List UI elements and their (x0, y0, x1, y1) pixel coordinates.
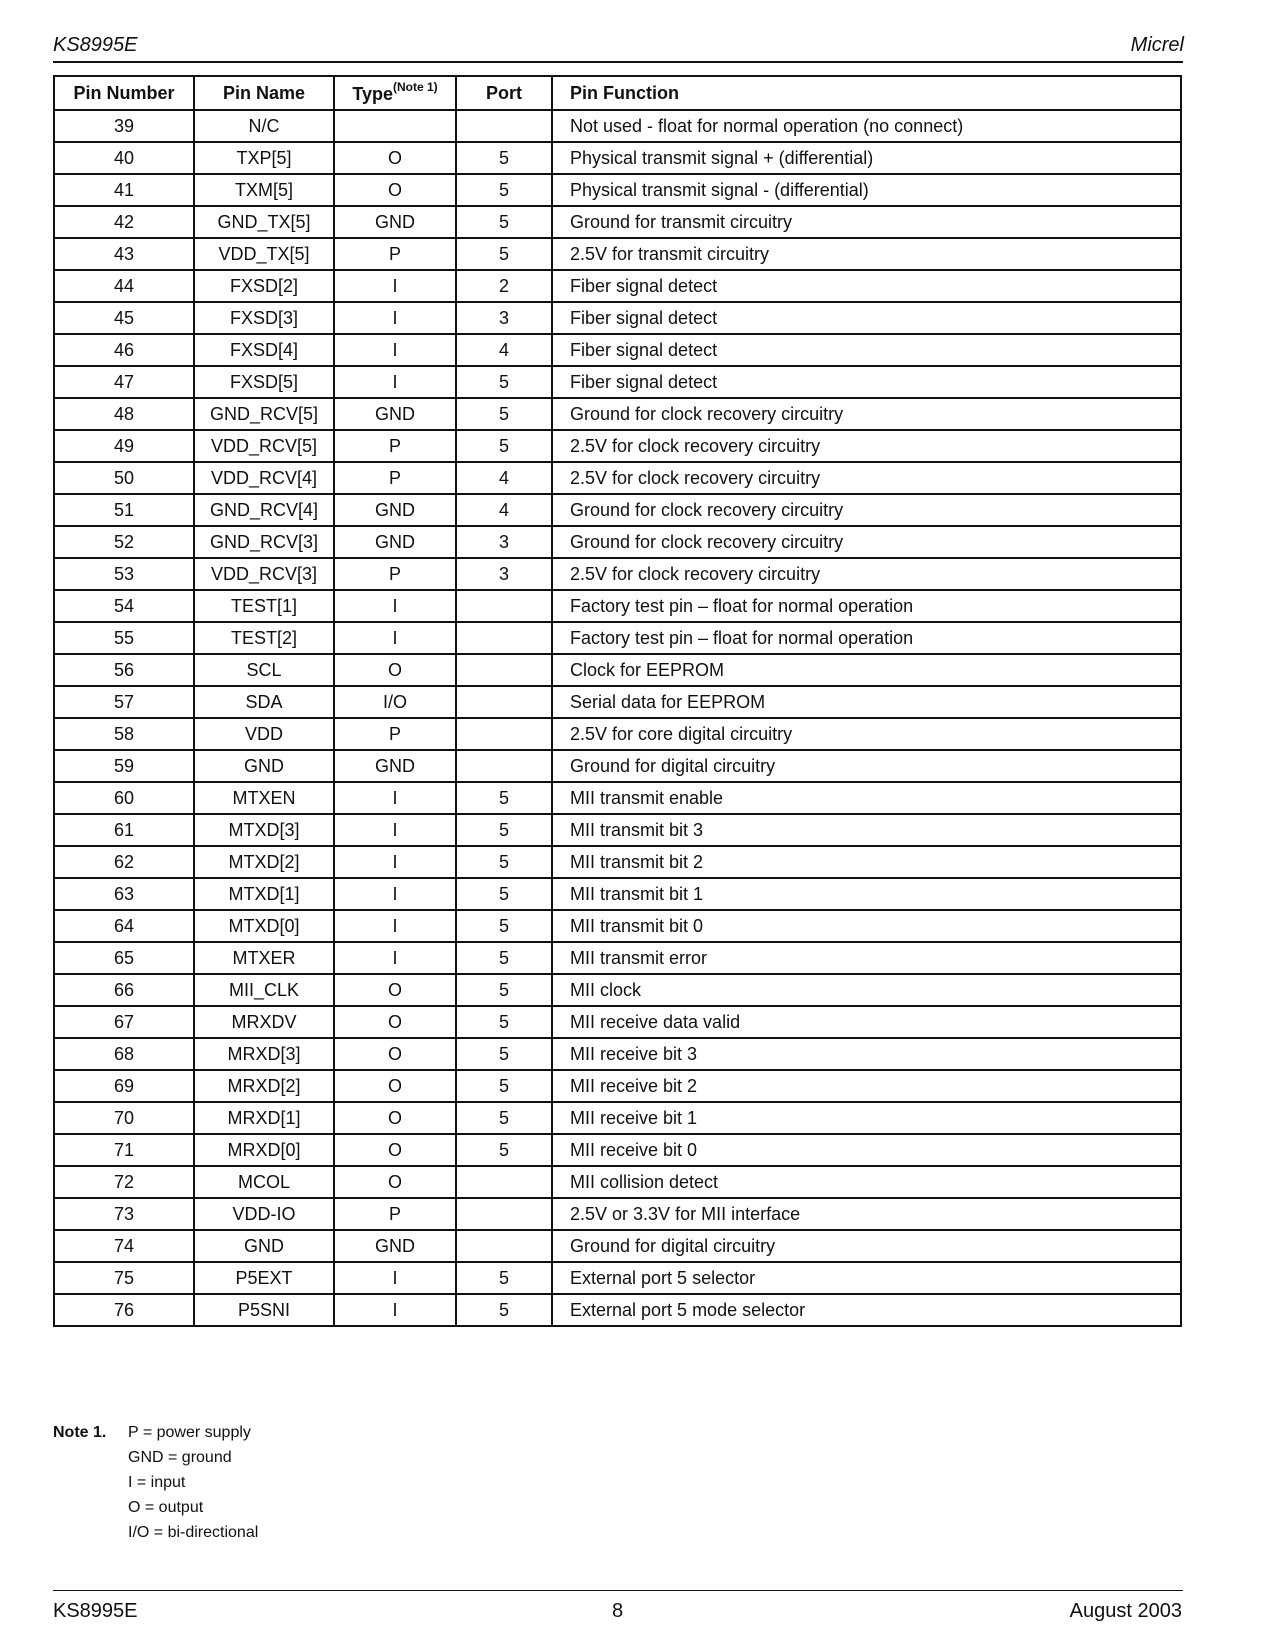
pin-port-cell: 5 (456, 366, 552, 398)
table-row (54, 1262, 1181, 1294)
pin-function-cell: MII transmit bit 0 (552, 910, 1181, 942)
pin-function-cell: MII transmit enable (552, 782, 1181, 814)
pin-number-cell: 49 (54, 430, 194, 462)
pin-type-cell: I (334, 334, 456, 366)
pin-type-cell: GND (334, 494, 456, 526)
pin-name-cell: MRXD[2] (194, 1070, 334, 1102)
pin-name-cell: TXP[5] (194, 142, 334, 174)
pin-port-cell (456, 718, 552, 750)
table-row (54, 1070, 1181, 1102)
table-row (54, 686, 1181, 718)
pin-number-cell: 62 (54, 846, 194, 878)
footer-doc-id: KS8995E (53, 1600, 138, 1622)
pin-port-cell: 5 (456, 1070, 552, 1102)
pin-number-cell: 59 (54, 750, 194, 782)
pin-name-cell: MTXER (194, 942, 334, 974)
pin-function-cell: Physical transmit signal - (differential) (552, 174, 1181, 206)
pin-port-cell: 4 (456, 462, 552, 494)
pin-port-cell: 5 (456, 910, 552, 942)
pin-number-cell: 52 (54, 526, 194, 558)
pin-type-cell: O (334, 1038, 456, 1070)
pin-number-cell: 64 (54, 910, 194, 942)
pin-port-cell: 5 (456, 1038, 552, 1070)
pin-function-cell: MII receive bit 1 (552, 1102, 1181, 1134)
pin-port-cell: 5 (456, 942, 552, 974)
pin-type-cell: O (334, 1070, 456, 1102)
pin-type-cell: GND (334, 398, 456, 430)
pin-number-cell: 63 (54, 878, 194, 910)
pin-type-cell: O (334, 174, 456, 206)
table-row (54, 942, 1181, 974)
table-row (54, 814, 1181, 846)
pin-name-cell: GND_TX[5] (194, 206, 334, 238)
pin-port-cell: 5 (456, 878, 552, 910)
pin-function-cell: MII clock (552, 974, 1181, 1006)
pin-type-cell: GND (334, 206, 456, 238)
pin-port-cell: 2 (456, 270, 552, 302)
pin-name-cell: MTXEN (194, 782, 334, 814)
pin-name-cell: N/C (194, 110, 334, 142)
pin-type-cell: O (334, 1006, 456, 1038)
table-row (54, 462, 1181, 494)
note-line: GND = ground (128, 1449, 232, 1466)
pin-number-cell: 44 (54, 270, 194, 302)
pin-number-cell: 57 (54, 686, 194, 718)
table-row (54, 590, 1181, 622)
pin-function-cell: MII collision detect (552, 1166, 1181, 1198)
table-header-row (54, 76, 1181, 110)
pin-function-cell: MII transmit error (552, 942, 1181, 974)
pin-number-cell: 53 (54, 558, 194, 590)
pin-port-cell: 5 (456, 430, 552, 462)
col-pin-name: Pin Name (194, 76, 334, 110)
pin-type-cell (334, 110, 456, 142)
pin-function-cell: Physical transmit signal + (differential) (552, 142, 1181, 174)
col-type (334, 76, 456, 110)
pin-name-cell: MII_CLK (194, 974, 334, 1006)
pin-port-cell: 3 (456, 558, 552, 590)
pin-port-cell (456, 686, 552, 718)
pin-port-cell (456, 1230, 552, 1262)
pin-number-cell: 48 (54, 398, 194, 430)
col-pin-number: Pin Number (54, 76, 194, 110)
table-row (54, 270, 1181, 302)
pin-name-cell: FXSD[4] (194, 334, 334, 366)
pin-port-cell: 3 (456, 302, 552, 334)
pin-number-cell: 50 (54, 462, 194, 494)
pin-type-cell: I (334, 270, 456, 302)
pin-number-cell: 76 (54, 1294, 194, 1326)
pin-port-cell: 5 (456, 142, 552, 174)
table-row (54, 366, 1181, 398)
pin-port-cell: 5 (456, 846, 552, 878)
header-rule (53, 61, 1183, 63)
pin-type-cell: I (334, 814, 456, 846)
note-line: O = output (128, 1499, 204, 1516)
pin-name-cell: GND_RCV[5] (194, 398, 334, 430)
pin-name-cell: MCOL (194, 1166, 334, 1198)
pin-name-cell: GND_RCV[4] (194, 494, 334, 526)
pin-name-cell: MRXDV (194, 1006, 334, 1038)
pin-number-cell: 58 (54, 718, 194, 750)
pin-port-cell (456, 1198, 552, 1230)
pin-port-cell (456, 1166, 552, 1198)
note-label: Note 1. (53, 1424, 107, 1441)
pin-function-cell: Fiber signal detect (552, 302, 1181, 334)
pin-function-cell: MII receive bit 3 (552, 1038, 1181, 1070)
pin-type-cell: O (334, 1102, 456, 1134)
pin-number-cell: 43 (54, 238, 194, 270)
pin-function-cell: Serial data for EEPROM (552, 686, 1181, 718)
pin-number-cell: 71 (54, 1134, 194, 1166)
pin-function-cell: Fiber signal detect (552, 334, 1181, 366)
pin-port-cell: 5 (456, 174, 552, 206)
table-row (54, 526, 1181, 558)
pin-number-cell: 40 (54, 142, 194, 174)
pin-name-cell: MTXD[0] (194, 910, 334, 942)
pin-type-cell: GND (334, 750, 456, 782)
pin-name-cell: GND (194, 1230, 334, 1262)
pin-name-cell: VDD_RCV[5] (194, 430, 334, 462)
pin-type-cell: P (334, 462, 456, 494)
pin-name-cell: FXSD[3] (194, 302, 334, 334)
pin-name-cell: MRXD[0] (194, 1134, 334, 1166)
col-port: Port (456, 76, 552, 110)
note-lines (128, 1420, 428, 1545)
pin-type-cell: I (334, 782, 456, 814)
table-row (54, 718, 1181, 750)
table-row (54, 1006, 1181, 1038)
pin-function-cell: 2.5V for clock recovery circuitry (552, 430, 1181, 462)
col-type-label: Type (352, 83, 393, 104)
pin-function-cell: Ground for clock recovery circuitry (552, 398, 1181, 430)
pin-name-cell: FXSD[2] (194, 270, 334, 302)
pin-name-cell: MTXD[3] (194, 814, 334, 846)
table-row (54, 654, 1181, 686)
pin-port-cell: 5 (456, 1262, 552, 1294)
table-row (54, 558, 1181, 590)
pin-number-cell: 67 (54, 1006, 194, 1038)
pin-name-cell: MRXD[3] (194, 1038, 334, 1070)
table-row (54, 174, 1181, 206)
table-row (54, 750, 1181, 782)
pin-number-cell: 72 (54, 1166, 194, 1198)
table-row (54, 782, 1181, 814)
table-row (54, 1198, 1181, 1230)
pin-type-cell: I (334, 878, 456, 910)
pin-type-cell: I (334, 942, 456, 974)
footer-date: August 2003 (1069, 1600, 1182, 1622)
pin-type-cell: GND (334, 1230, 456, 1262)
pin-name-cell: GND_RCV[3] (194, 526, 334, 558)
pin-number-cell: 75 (54, 1262, 194, 1294)
pin-type-cell: P (334, 1198, 456, 1230)
pin-port-cell: 5 (456, 206, 552, 238)
pin-number-cell: 45 (54, 302, 194, 334)
pin-type-cell: I (334, 622, 456, 654)
table-row (54, 1038, 1181, 1070)
pin-name-cell: FXSD[5] (194, 366, 334, 398)
pin-name-cell: TEST[2] (194, 622, 334, 654)
pin-function-cell: External port 5 selector (552, 1262, 1181, 1294)
pin-function-cell: Factory test pin – float for normal operation (552, 590, 1181, 622)
table-row (54, 1102, 1181, 1134)
note-line: I = input (128, 1474, 186, 1491)
footer-rule (53, 1590, 1183, 1591)
table-row (54, 622, 1181, 654)
table-row (54, 1230, 1181, 1262)
pin-type-cell: O (334, 1166, 456, 1198)
pin-type-cell: I (334, 302, 456, 334)
pin-function-cell: 2.5V or 3.3V for MII interface (552, 1198, 1181, 1230)
pin-name-cell: VDD (194, 718, 334, 750)
pin-name-cell: MRXD[1] (194, 1102, 334, 1134)
pin-port-cell (456, 750, 552, 782)
pin-function-cell: Fiber signal detect (552, 270, 1181, 302)
pin-type-cell: O (334, 1134, 456, 1166)
pin-number-cell: 56 (54, 654, 194, 686)
pin-name-cell: VDD-IO (194, 1198, 334, 1230)
pin-number-cell: 74 (54, 1230, 194, 1262)
pin-number-cell: 39 (54, 110, 194, 142)
pin-number-cell: 51 (54, 494, 194, 526)
table-row (54, 206, 1181, 238)
col-pin-function: Pin Function (552, 76, 1181, 110)
pin-name-cell: MTXD[2] (194, 846, 334, 878)
pin-port-cell: 5 (456, 238, 552, 270)
pin-number-cell: 47 (54, 366, 194, 398)
note-line: P = power supply (128, 1424, 251, 1441)
pin-type-cell: P (334, 430, 456, 462)
pin-number-cell: 73 (54, 1198, 194, 1230)
pin-number-cell: 70 (54, 1102, 194, 1134)
pin-number-cell: 41 (54, 174, 194, 206)
header-company: Micrel (1130, 34, 1184, 56)
pin-number-cell: 61 (54, 814, 194, 846)
pin-number-cell: 46 (54, 334, 194, 366)
pin-type-cell: P (334, 558, 456, 590)
pin-name-cell: SDA (194, 686, 334, 718)
pin-type-cell: I (334, 910, 456, 942)
pin-port-cell: 5 (456, 974, 552, 1006)
pin-number-cell: 65 (54, 942, 194, 974)
pin-function-cell: 2.5V for transmit circuitry (552, 238, 1181, 270)
pin-port-cell: 5 (456, 814, 552, 846)
pin-port-cell: 5 (456, 1102, 552, 1134)
pin-name-cell: P5EXT (194, 1262, 334, 1294)
pin-type-cell: P (334, 238, 456, 270)
pin-type-cell: I (334, 1262, 456, 1294)
footer-page-number: 8 (611, 1600, 624, 1622)
pin-type-cell: I/O (334, 686, 456, 718)
pin-function-cell: 2.5V for clock recovery circuitry (552, 558, 1181, 590)
table-row (54, 430, 1181, 462)
pin-name-cell: VDD_RCV[4] (194, 462, 334, 494)
table-row (54, 142, 1181, 174)
pin-number-cell: 68 (54, 1038, 194, 1070)
pin-port-cell: 5 (456, 782, 552, 814)
pin-name-cell: P5SNI (194, 1294, 334, 1326)
pin-type-cell: I (334, 1294, 456, 1326)
pin-function-cell: Ground for transmit circuitry (552, 206, 1181, 238)
pin-function-cell: MII receive bit 0 (552, 1134, 1181, 1166)
table-row (54, 334, 1181, 366)
table-row (54, 878, 1181, 910)
pin-function-cell: 2.5V for core digital circuitry (552, 718, 1181, 750)
pin-port-cell (456, 590, 552, 622)
table-row (54, 1294, 1181, 1326)
table-row (54, 398, 1181, 430)
table-row (54, 846, 1181, 878)
pin-port-cell: 4 (456, 334, 552, 366)
header-doc-id: KS8995E (53, 34, 138, 56)
pin-function-cell: Ground for clock recovery circuitry (552, 494, 1181, 526)
pin-number-cell: 42 (54, 206, 194, 238)
pin-name-cell: TEST[1] (194, 590, 334, 622)
pin-name-cell: GND (194, 750, 334, 782)
pin-function-cell: MII transmit bit 3 (552, 814, 1181, 846)
note-line: I/O = bi-directional (128, 1524, 259, 1541)
pin-number-cell: 66 (54, 974, 194, 1006)
pin-number-cell: 69 (54, 1070, 194, 1102)
pin-number-cell: 54 (54, 590, 194, 622)
pin-port-cell: 5 (456, 1006, 552, 1038)
table-row (54, 1134, 1181, 1166)
pin-type-cell: P (334, 718, 456, 750)
pin-number-cell: 55 (54, 622, 194, 654)
pin-function-cell: MII receive bit 2 (552, 1070, 1181, 1102)
table-row (54, 974, 1181, 1006)
pin-port-cell: 5 (456, 398, 552, 430)
pin-function-cell: MII transmit bit 2 (552, 846, 1181, 878)
pin-table-body (54, 110, 1181, 1326)
pin-function-cell: Clock for EEPROM (552, 654, 1181, 686)
table-row (54, 110, 1181, 142)
pin-name-cell: SCL (194, 654, 334, 686)
pin-port-cell: 3 (456, 526, 552, 558)
pin-name-cell: TXM[5] (194, 174, 334, 206)
pin-name-cell: VDD_TX[5] (194, 238, 334, 270)
pin-type-cell: I (334, 366, 456, 398)
pin-name-cell: MTXD[1] (194, 878, 334, 910)
pin-port-cell: 5 (456, 1294, 552, 1326)
pin-function-cell: External port 5 mode selector (552, 1294, 1181, 1326)
table-row (54, 494, 1181, 526)
table-row (54, 238, 1181, 270)
pin-function-cell: Factory test pin – float for normal operation (552, 622, 1181, 654)
pin-port-cell: 4 (456, 494, 552, 526)
pin-port-cell (456, 622, 552, 654)
pin-function-cell: Ground for digital circuitry (552, 750, 1181, 782)
table-row (54, 1166, 1181, 1198)
pin-type-cell: GND (334, 526, 456, 558)
pin-function-cell: MII transmit bit 1 (552, 878, 1181, 910)
pin-function-cell: Not used - float for normal operation (no connect) (552, 110, 1181, 142)
table-row (54, 302, 1181, 334)
pin-function-cell: Ground for digital circuitry (552, 1230, 1181, 1262)
pin-type-cell: I (334, 590, 456, 622)
pin-type-cell: O (334, 974, 456, 1006)
pin-port-cell: 5 (456, 1134, 552, 1166)
pin-type-cell: I (334, 846, 456, 878)
col-type-note-ref: (Note 1) (393, 79, 438, 94)
pin-function-cell: 2.5V for clock recovery circuitry (552, 462, 1181, 494)
pin-name-cell: VDD_RCV[3] (194, 558, 334, 590)
pin-port-cell (456, 110, 552, 142)
pin-type-cell: O (334, 654, 456, 686)
pin-function-cell: MII receive data valid (552, 1006, 1181, 1038)
pin-number-cell: 60 (54, 782, 194, 814)
pin-port-cell (456, 654, 552, 686)
pin-function-cell: Ground for clock recovery circuitry (552, 526, 1181, 558)
pin-function-cell: Fiber signal detect (552, 366, 1181, 398)
pin-type-cell: O (334, 142, 456, 174)
table-row (54, 910, 1181, 942)
pin-table (53, 75, 1182, 1327)
